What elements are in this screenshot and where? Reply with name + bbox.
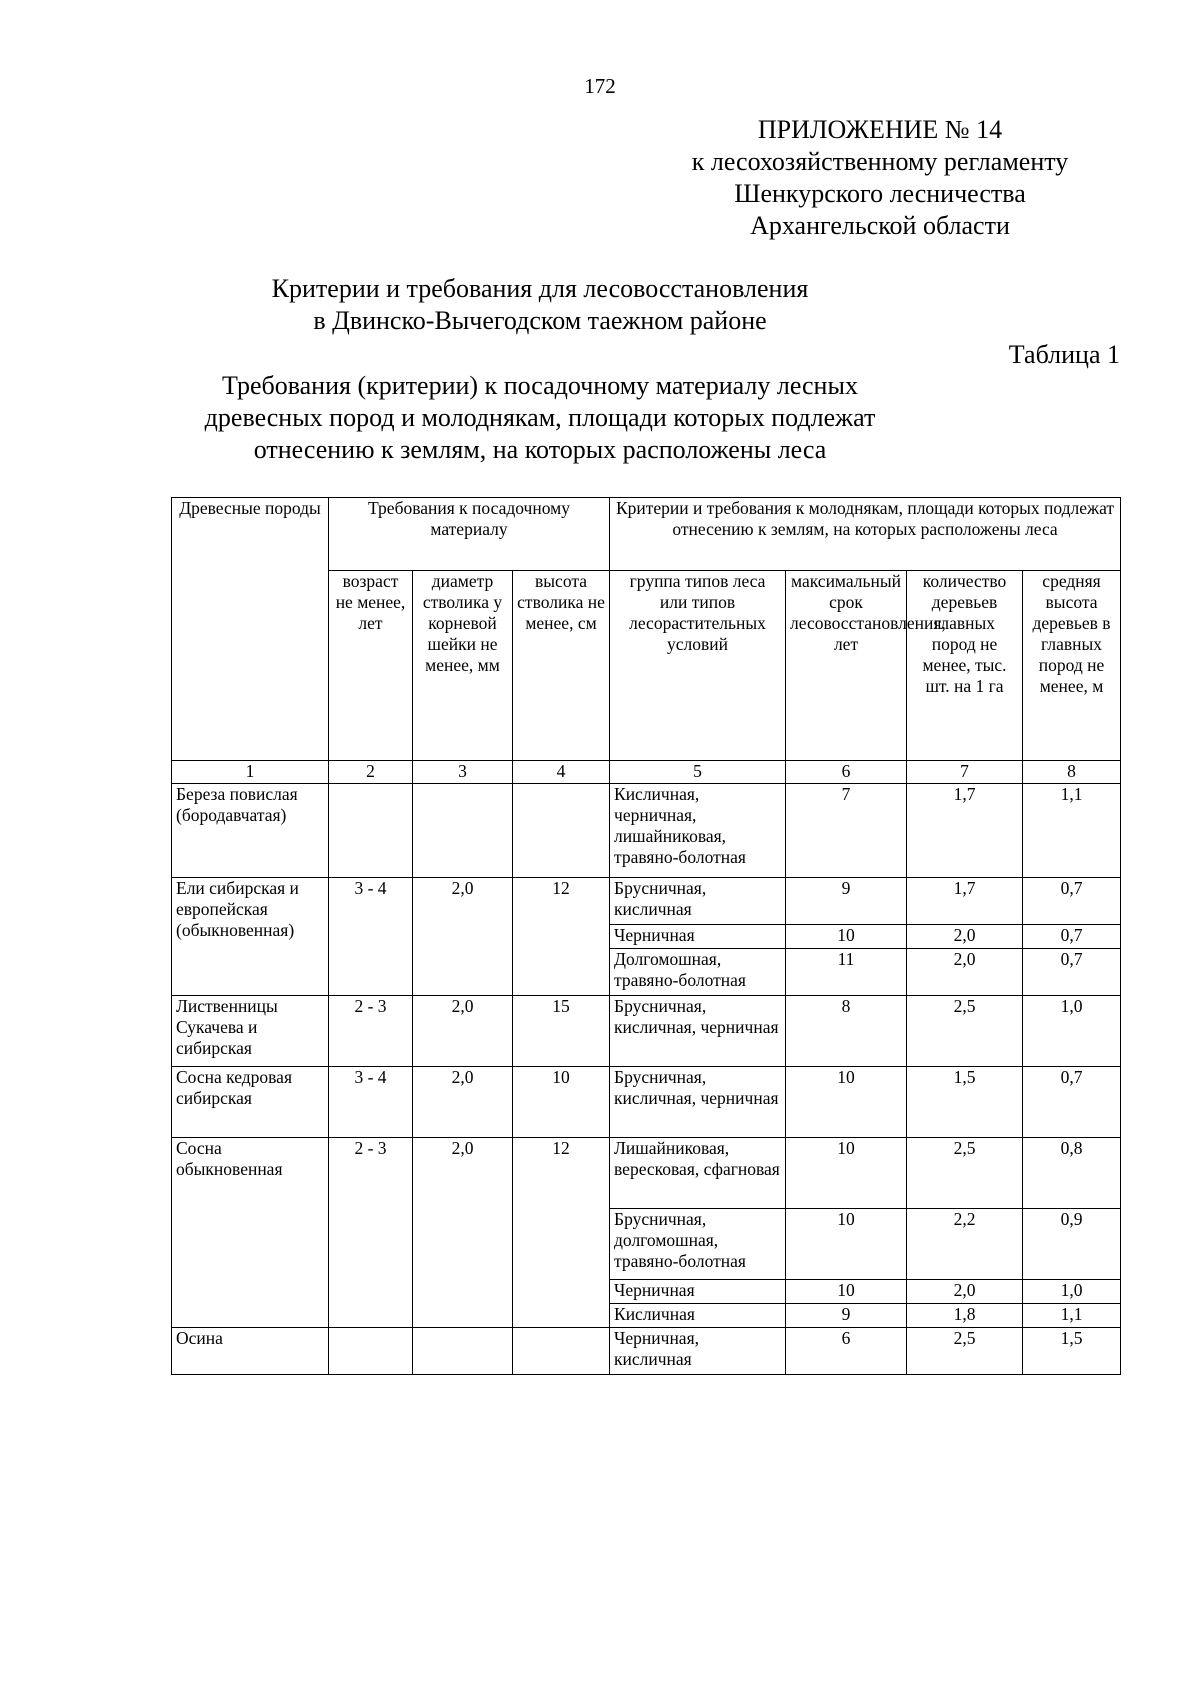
- forest-type-cell: Черничная: [610, 1280, 786, 1304]
- count-cell: 2,5: [907, 996, 1023, 1067]
- avg-height-cell: 1,1: [1023, 784, 1121, 878]
- table-title-line-1: Требования (критерии) к посадочному материалу лесных: [222, 371, 858, 400]
- species-cell: Сосна обыкновенная: [172, 1138, 329, 1328]
- forest-type-cell: Кисличная: [610, 1304, 786, 1328]
- column-number: 1: [172, 761, 329, 784]
- column-number: 2: [329, 761, 413, 784]
- column-number-row: [172, 761, 1121, 784]
- avg-height-cell: 0,7: [1023, 925, 1121, 949]
- header-tree-count: количество деревьев главных пород не менее, тыс. шт. на 1 га: [907, 571, 1023, 761]
- age-cell: 3 - 4: [329, 878, 413, 996]
- table-row: [172, 878, 1121, 925]
- table-label: Таблица 1: [1008, 340, 1120, 369]
- column-number: 4: [513, 761, 610, 784]
- column-number: 5: [610, 761, 786, 784]
- count-cell: 2,0: [907, 925, 1023, 949]
- term-cell: 9: [786, 878, 907, 925]
- height-cell: 15: [513, 996, 610, 1067]
- age-cell: 2 - 3: [329, 1138, 413, 1328]
- count-cell: 1,7: [907, 784, 1023, 878]
- height-cell: 12: [513, 1138, 610, 1328]
- appendix-line-2: к лесохозяйственному регламенту: [691, 147, 1069, 176]
- term-cell: 10: [786, 925, 907, 949]
- forest-type-cell: Черничная, кисличная: [610, 1328, 786, 1375]
- count-cell: 2,5: [907, 1328, 1023, 1375]
- table-title-line-2: древесных пород и молоднякам, площади которых подлежат: [204, 403, 876, 432]
- count-cell: 1,5: [907, 1067, 1023, 1138]
- height-cell: [513, 1328, 610, 1375]
- title-line-1: Критерии и требования для лесовосстановления: [271, 274, 809, 303]
- term-cell: 6: [786, 1328, 907, 1375]
- header-species: Древесные породы: [172, 498, 329, 761]
- header-height: высота стволика не менее, см: [513, 571, 610, 761]
- avg-height-cell: 0,7: [1023, 1067, 1121, 1138]
- appendix-line-4: Архангельской области: [750, 211, 1010, 240]
- height-cell: 10: [513, 1067, 610, 1138]
- header-planting-group: Требования к посадочному материалу: [329, 498, 610, 571]
- height-cell: 12: [513, 878, 610, 996]
- term-cell: 10: [786, 1280, 907, 1304]
- age-cell: [329, 784, 413, 878]
- forest-type-cell: Долгомошная, травяно-болотная: [610, 949, 786, 996]
- count-cell: 1,7: [907, 878, 1023, 925]
- term-cell: 11: [786, 949, 907, 996]
- term-cell: 8: [786, 996, 907, 1067]
- forest-type-cell: Брусничная, кисличная, черничная: [610, 1067, 786, 1138]
- avg-height-cell: 1,5: [1023, 1328, 1121, 1375]
- appendix-line-3: Шенкурского лесничества: [734, 179, 1026, 208]
- count-cell: 2,2: [907, 1209, 1023, 1280]
- avg-height-cell: 1,0: [1023, 996, 1121, 1067]
- diameter-cell: 2,0: [413, 1138, 513, 1328]
- diameter-cell: 2,0: [413, 878, 513, 996]
- table-row: [172, 1328, 1121, 1375]
- forest-type-cell: Черничная: [610, 925, 786, 949]
- header-avg-height: средняя высота деревьев в главных пород не менее, м: [1023, 571, 1121, 761]
- column-number: 3: [413, 761, 513, 784]
- species-cell: Сосна кедровая сибирская: [172, 1067, 329, 1138]
- page-number: 172: [584, 74, 616, 98]
- diameter-cell: [413, 1328, 513, 1375]
- species-cell: Осина: [172, 1328, 329, 1375]
- avg-height-cell: 0,7: [1023, 878, 1121, 925]
- table-row: [172, 784, 1121, 878]
- criteria-table: [171, 497, 1121, 1375]
- count-cell: 2,0: [907, 1280, 1023, 1304]
- avg-height-cell: 0,9: [1023, 1209, 1121, 1280]
- count-cell: 2,5: [907, 1138, 1023, 1209]
- term-cell: 10: [786, 1138, 907, 1209]
- appendix-line-1: ПРИЛОЖЕНИЕ № 14: [757, 115, 1003, 144]
- height-cell: [513, 784, 610, 878]
- table-row: [172, 996, 1121, 1067]
- term-cell: 10: [786, 1209, 907, 1280]
- forest-type-cell: Кисличная, черничная, лишайниковая, травяно-болотная: [610, 784, 786, 878]
- age-cell: 2 - 3: [329, 996, 413, 1067]
- avg-height-cell: 1,1: [1023, 1304, 1121, 1328]
- header-young-group: Критерии и требования к молоднякам, площади которых подлежат отнесению к землям, на которых расположены леса: [610, 498, 1121, 571]
- avg-height-cell: 0,8: [1023, 1138, 1121, 1209]
- term-cell: 7: [786, 784, 907, 878]
- column-number: 8: [1023, 761, 1121, 784]
- column-number: 7: [907, 761, 1023, 784]
- species-cell: Ели сибирская и европейская (обыкновенная): [172, 878, 329, 996]
- diameter-cell: 2,0: [413, 996, 513, 1067]
- table-row: [172, 1067, 1121, 1138]
- header-forest-type: группа типов леса или типов лесорастительных условий: [610, 571, 786, 761]
- header-age: возраст не менее, лет: [329, 571, 413, 761]
- column-number: 6: [786, 761, 907, 784]
- diameter-cell: [413, 784, 513, 878]
- diameter-cell: 2,0: [413, 1067, 513, 1138]
- term-cell: 9: [786, 1304, 907, 1328]
- avg-height-cell: 0,7: [1023, 949, 1121, 996]
- count-cell: 2,0: [907, 949, 1023, 996]
- forest-type-cell: Лишайниковая, вересковая, сфагновая: [610, 1138, 786, 1209]
- table-title-line-3: отнесению к землям, на которых расположены леса: [253, 435, 827, 464]
- avg-height-cell: 1,0: [1023, 1280, 1121, 1304]
- table-row: [172, 1138, 1121, 1209]
- forest-type-cell: Брусничная, долгомошная, травяно-болотная: [610, 1209, 786, 1280]
- species-cell: Береза повислая (бородавчатая): [172, 784, 329, 878]
- header-row-1: [172, 498, 1121, 571]
- term-cell: 10: [786, 1067, 907, 1138]
- age-cell: 3 - 4: [329, 1067, 413, 1138]
- header-max-term: максимальный срок лесовосстановления, лет: [786, 571, 907, 761]
- title-line-2: в Двинско-Вычегодском таежном районе: [313, 306, 767, 335]
- forest-type-cell: Брусничная, кисличная, черничная: [610, 996, 786, 1067]
- species-cell: Лиственницы Сукачева и сибирская: [172, 996, 329, 1067]
- count-cell: 1,8: [907, 1304, 1023, 1328]
- header-diameter: диаметр стволика у корневой шейки не менее, мм: [413, 571, 513, 761]
- age-cell: [329, 1328, 413, 1375]
- forest-type-cell: Брусничная, кисличная: [610, 878, 786, 925]
